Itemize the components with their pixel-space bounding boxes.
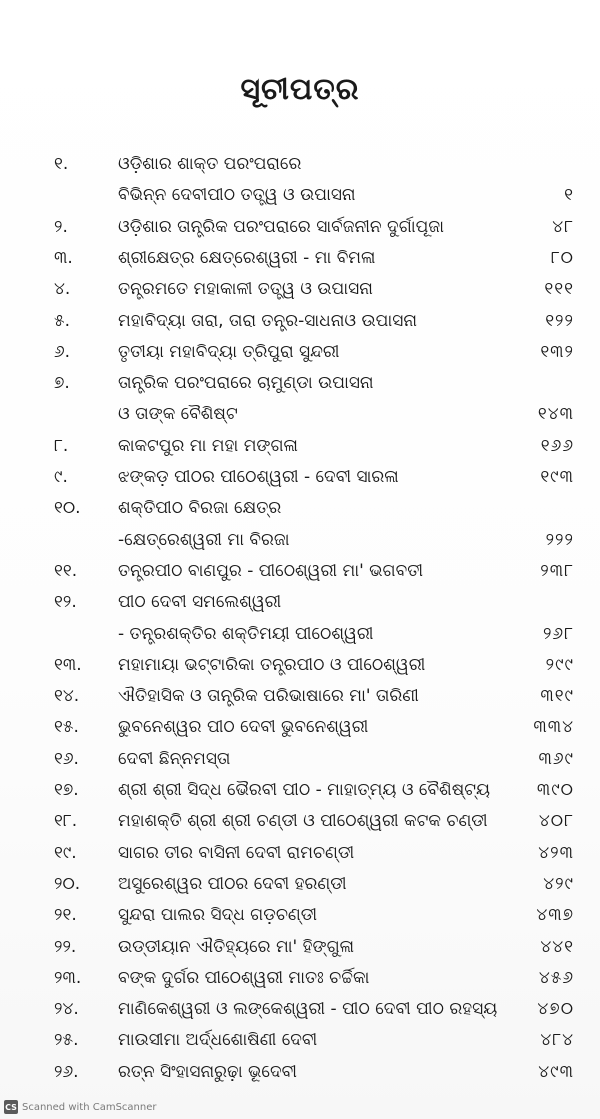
toc-entry-line xyxy=(0,620,600,650)
entry-number: ୨୬. xyxy=(54,1061,79,1082)
toc-entry-line xyxy=(0,150,600,180)
toc-entry-line xyxy=(0,901,600,931)
entry-number: ୮. xyxy=(54,435,69,456)
toc-entry-line xyxy=(0,463,600,493)
entry-page-number: ୪୮ xyxy=(552,216,574,237)
entry-title: -କ୍ଷେତ୍ରେଶ୍ୱରୀ ମା ବିରଜା xyxy=(118,529,290,550)
entry-title: ଭୁବନେଶ୍ୱର ପୀଠ ଦେବୀ ଭୁବନେଶ୍ୱରୀ xyxy=(118,717,369,738)
entry-number: ୫. xyxy=(54,310,71,331)
entry-title: ଓ ତାଙ୍କ ବୈଶିଷ୍ଟ xyxy=(118,404,238,425)
toc-entry-line xyxy=(0,369,600,399)
toc-entry-line xyxy=(0,1026,600,1056)
entry-number: ୧୧. xyxy=(54,560,78,581)
entry-number: ୨୪. xyxy=(54,999,79,1020)
entry-page-number: ୪୮୪ xyxy=(540,1030,574,1051)
entry-title: ତୃତୀୟା ମହାବିଦ୍ୟା ତ୍ରିପୁରା ସୁନ୍ଦରୀ xyxy=(118,341,340,362)
entry-page-number: ୪୨୯ xyxy=(543,873,574,894)
toc-entry-line xyxy=(0,244,600,274)
entry-title: ମାଉସୀମା ଅର୍ଦ୍ଧଶୋଷିଣୀ ଦେବୀ xyxy=(118,1030,318,1051)
entry-number: ୧୨. xyxy=(54,592,77,613)
toc-entry-line xyxy=(0,557,600,587)
entry-page-number: ୪୭୦ xyxy=(537,999,574,1020)
entry-page-number: ୪୨୩ xyxy=(538,842,574,863)
entry-page-number: ୨୯୯ xyxy=(545,654,574,675)
toc-entry-line xyxy=(0,995,600,1025)
entry-page-number: ୧ xyxy=(564,185,574,206)
entry-number: ୧୭. xyxy=(54,780,79,800)
entry-title: ଓଡ଼ିଶାର ଶାକ୍ତ ପରଂପରାରେ xyxy=(118,154,302,174)
toc-entry-line xyxy=(0,713,600,743)
entry-page-number: ୨୨୨ xyxy=(545,529,574,550)
entry-title: ଅସୁରେଶ୍ୱର ପୀଠର ଦେବୀ ହରଣ୍ଡୀ xyxy=(118,873,347,894)
entry-page-number: ୪୯୩ xyxy=(538,1061,574,1082)
toc-entry-line xyxy=(0,526,600,556)
entry-number: ୧୪. xyxy=(54,686,80,707)
entry-page-number: ୪୩୭ xyxy=(536,905,574,926)
entry-number: ୨୦. xyxy=(54,873,81,894)
entry-page-number: ୧୪୩ xyxy=(537,404,574,425)
entry-title: ତନ୍ତ୍ରପୀଠ ବାଣପୁର - ପୀଠେଶ୍ୱରୀ ମା' ଭଗବତୀ xyxy=(118,560,424,581)
toc-entry-line xyxy=(0,839,600,869)
entry-page-number: ୨୬୮ xyxy=(542,623,574,644)
entry-number: ୨୧. xyxy=(54,905,77,926)
toc-entry-line xyxy=(0,400,600,430)
entry-page-number: ୩୧୯ xyxy=(540,686,574,707)
entry-page-number: ୧୬୬ xyxy=(540,435,574,456)
entry-page-number: ୮୦ xyxy=(550,247,574,268)
entry-number: ୬. xyxy=(54,341,71,362)
toc-entry-line xyxy=(0,213,600,243)
entry-title: ଶକ୍ତିପୀଠ ବିରଜା କ୍ଷେତ୍ର xyxy=(118,498,282,519)
toc-entry-line xyxy=(0,1058,600,1088)
toc-entry-line xyxy=(0,432,600,462)
entry-page-number: ୪୦୮ xyxy=(538,811,574,832)
entry-title: କାକଟପୁର ମା ମହା ମଙ୍ଗଳା xyxy=(118,435,298,456)
page-title: ସୂଚୀପତ୍ର xyxy=(240,72,360,107)
entry-title: ଝଙ୍କଡ଼ ପୀଠର ପୀଠେଶ୍ୱରୀ - ଦେବୀ ସାରଳା xyxy=(118,467,399,487)
entry-title: ମହାବିଦ୍ୟା ତାରା, ତାରା ତନ୍ତ୍ର-ସାଧନାଓ ଉପାସନା xyxy=(118,310,417,331)
toc-entry-line xyxy=(0,745,600,775)
entry-page-number: ୩୯୦ xyxy=(536,780,574,800)
entry-page-number: ୪୪୧ xyxy=(540,936,574,957)
toc-entry-line xyxy=(0,870,600,900)
toc-entry-line xyxy=(0,933,600,963)
entry-number: ୩. xyxy=(54,247,73,268)
toc-entry-line xyxy=(0,588,600,618)
toc-entry-line xyxy=(0,807,600,837)
scanner-watermark xyxy=(4,1099,157,1115)
entry-number: ୨. xyxy=(54,216,68,237)
toc-entry-line xyxy=(0,964,600,994)
entry-number: ୧୮. xyxy=(54,811,78,832)
entry-title: - ତନ୍ତ୍ରଶକ୍ତିର ଶକ୍ତିମୟୀ ପୀଠେଶ୍ୱରୀ xyxy=(118,623,374,644)
toc-entry-line xyxy=(0,307,600,337)
entry-title: ରତ୍ନ ସିଂହାସନାରୁଢ଼ା ଭୂଦେବୀ xyxy=(118,1061,297,1082)
entry-page-number: ୩୬୯ xyxy=(538,748,574,769)
toc-entry-line xyxy=(0,494,600,524)
entry-number: ୨୫. xyxy=(54,1030,79,1051)
entry-number: ୨୨. xyxy=(54,936,77,957)
entry-number: ୧. xyxy=(54,154,69,174)
entry-page-number: ୪୫୬ xyxy=(538,967,574,988)
entry-number: ୧୯. xyxy=(54,842,77,863)
entry-page-number: ୧୩୨ xyxy=(540,341,574,362)
entry-title: ଦେବୀ ଛିନ୍ନମସ୍ତା xyxy=(118,748,231,769)
toc-entry-line xyxy=(0,181,600,211)
entry-title: ପୀଠ ଦେବୀ ସମଲେଶ୍ୱରୀ xyxy=(118,592,282,613)
entry-number: ୭. xyxy=(54,373,70,394)
toc-entry-line xyxy=(0,776,600,806)
entry-number: ୨୩. xyxy=(54,967,82,988)
entry-title: ତନ୍ତ୍ରମତେ ମହାକାଳୀ ତତ୍ତ୍ୱ ଓ ଉପାସନା xyxy=(118,279,373,300)
entry-number: ୧୫. xyxy=(54,717,79,738)
entry-page-number: ୧୧୧ xyxy=(544,279,574,300)
toc-entry-line xyxy=(0,338,600,368)
entry-title: ମାଣିକେଶ୍ୱରୀ ଓ ଲଙ୍କେଶ୍ୱରୀ - ପୀଠ ଦେବୀ ପୀଠ ରହସ୍ୟ xyxy=(118,999,498,1020)
entry-title: ବିଭିନ୍ନ ଦେବୀପୀଠ ତତ୍ତ୍ୱ ଓ ଉପାସନା xyxy=(118,185,356,206)
entry-title: ମହାଶକ୍ତି ଶ୍ରୀ ଶ୍ରୀ ଚଣ୍ଡୀ ଓ ପୀଠେଶ୍ୱରୀ କଟକ ଚଣ୍ଡୀ xyxy=(118,811,488,832)
entry-title: ଶ୍ରୀକ୍ଷେତ୍ର କ୍ଷେତ୍ରେଶ୍ୱରୀ - ମା ବିମଳା xyxy=(118,247,376,268)
entry-number: ୯. xyxy=(54,467,68,487)
watermark-text: Scanned with CamScanner xyxy=(22,1101,157,1113)
entry-title: ତାନ୍ତ୍ରିକ ପରଂପରାରେ ଚାମୁଣ୍ଡା ଉପାସନା xyxy=(118,373,374,394)
entry-number: ୧୬. xyxy=(54,748,79,769)
toc-entry-line xyxy=(0,275,600,305)
entry-title: ବଙ୍କ ଦୁର୍ଗର ପୀଠେଶ୍ୱରୀ ମାତଃ ଚର୍ଚ୍ଚିକା xyxy=(118,967,370,988)
entry-title: ଶ୍ରୀ ଶ୍ରୀ ସିଦ୍ଧ ଭୈରବୀ ପୀଠ - ମାହାତ୍ମ୍ୟ ଓ ବୈଶିଷ୍ଟ୍ୟ xyxy=(118,780,491,800)
camscanner-logo-icon: CS xyxy=(4,1100,18,1114)
toc-entry-line xyxy=(0,651,600,681)
entry-title: ମହାମାୟା ଭଟ୍ଟାରିକା ତନ୍ତ୍ରପୀଠ ଓ ପୀଠେଶ୍ୱରୀ xyxy=(118,654,426,675)
toc-entry-line xyxy=(0,682,600,712)
entry-page-number: ୧୯୩ xyxy=(540,467,574,487)
entry-title: ସୁନ୍ଦରା ପାଲର ସିଦ୍ଧ ଗଡ଼ଚଣ୍ଡୀ xyxy=(118,905,318,926)
entry-title: ଐତିହାସିକ ଓ ତାନ୍ତ୍ରିକ ପରିଭାଷାରେ ମା' ତାରିଣୀ xyxy=(118,686,419,707)
entry-page-number: ୧୨୨ xyxy=(545,310,574,331)
entry-page-number: ୨୩୮ xyxy=(540,560,574,581)
entry-number: ୧୦. xyxy=(54,498,81,519)
entry-page-number: ୩୩୪ xyxy=(533,717,574,738)
entry-number: ୪. xyxy=(54,279,71,300)
entry-title: ଉଡ୍ଡୀୟାନ ଐତିହ୍ୟରେ ମା' ହିଙ୍ଗୁଳା xyxy=(118,936,355,957)
entry-title: ଓଡ଼ିଶାର ତାନ୍ତ୍ରିକ ପରଂପରାରେ ସାର୍ବଜନୀନ ଦୁର୍ଗାପୂଜା xyxy=(118,216,445,237)
entry-number: ୧୩. xyxy=(54,654,82,675)
entry-title: ସାଗର ତୀର ବାସିନୀ ଦେବୀ ରାମଚଣ୍ଡୀ xyxy=(118,842,355,863)
